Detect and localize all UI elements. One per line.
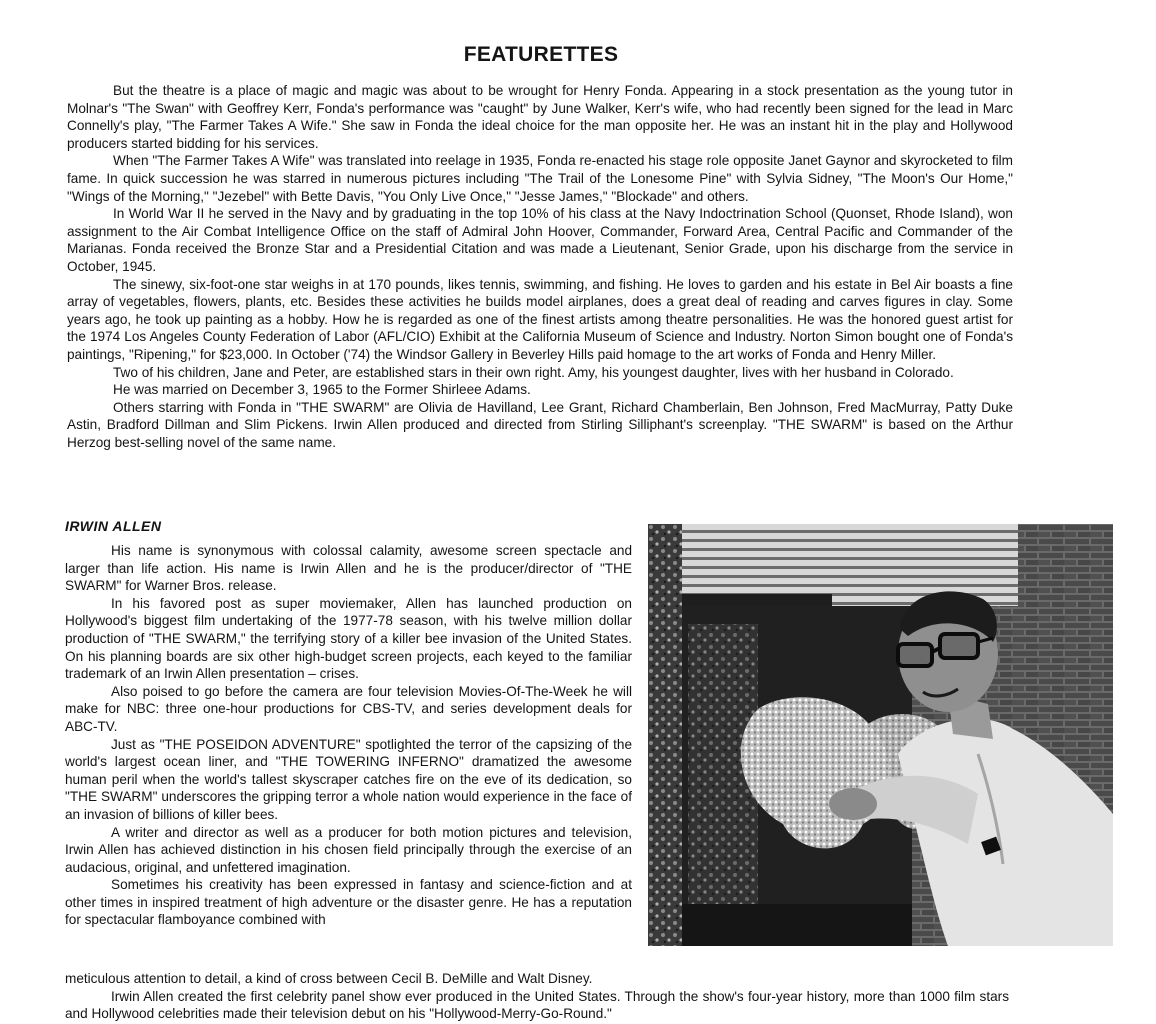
- allen-text-column: [65, 542, 632, 929]
- body-paragraph: In his favored post as super moviemaker, Allen has launched production on Hollywood's biggest film undertaking of the 1977-78 season, with his twelve million dollar production of "THE SWARM," the terrifying story of a killer bee invasion of the United States. On his planning boards are six other high-budget screen projects, each keyed to the familiar trademark of an Irwin Allen presentation – crises.: [65, 595, 632, 682]
- body-paragraph: Sometimes his creativity has been expressed in fantasy and science-fiction and at other times in inspired treatment of high adventure or the disaster genre. He has a reputation for spectacular flamboyance combined with: [65, 877, 632, 928]
- body-paragraph: Two of his children, Jane and Peter, are established stars in their own right. Amy, his youngest daughter, lives with her husband in Colorado.: [113, 364, 954, 380]
- section-heading: IRWIN ALLEN: [65, 518, 162, 534]
- photo-illustration: [648, 524, 1113, 946]
- body-paragraph: Others starring with Fonda in "THE SWARM" are Olivia de Havilland, Lee Grant, Richard Chamberlain, Ben Johnson, Fred MacMurray, Patty Duke Astin, Bradford Dillman and Slim Pickens. Irwin Allen produced and directed from Stirling Silliphant's screenplay. "THE SWARM" is based on the Arthur Herzog best-selling novel of the same name.: [67, 399, 1013, 450]
- body-paragraph: Also poised to go before the camera are four television Movies-Of-The-Week he will make for NBC: three one-hour productions for CBS-TV, and series development deals for ABC-TV.: [65, 683, 632, 734]
- allen-text-wide: [65, 970, 1009, 1023]
- body-paragraph: Just as "THE POSEIDON ADVENTURE" spotlighted the terror of the capsizing of the world's largest ocean liner, and "THE TOWERING INFERNO" dramatized the awesome human peril when the world's tallest skyscraper catches fire on the eve of its dedication, so "THE SWARM" underscores the gripping terror a whole nation would experience in the face of an invasion of billions of killer bees.: [65, 736, 632, 822]
- portrait-photo: [648, 524, 1113, 946]
- fonda-text-block: [67, 82, 1013, 451]
- body-paragraph: When "The Farmer Takes A Wife" was translated into reelage in 1935, Fonda re-enacted his stage role opposite Janet Gaynor and skyrocketed to film fame. In quick succession he was starred in numerous pictures including "The Trail of the Lonesome Pine" with Sylvia Sidney, "The Moon's Our Home," "Wings of the Morning," "Jezebel" with Bette Davis, "You Only Live Once," "Jesse James," "Blockade" and others.: [67, 153, 1013, 204]
- body-paragraph: Irwin Allen created the first celebrity panel show ever produced in the United States. Through the show's four-year history, more than 1000 film stars and Hollywood celebrities made their television debut on his "Hollywood-Merry-Go-Round.": [65, 988, 1009, 1022]
- body-paragraph: But the theatre is a place of magic and magic was about to be wrought for Henry Fonda. Appearing in a stock presentation as the young tutor in Molnar's "The Swan" with Geoffrey Kerr, Fonda's performance was "caught" by June Walker, Kerr's wife, who had recently been signed for the lead in Marc Connelly's play, "The Farmer Takes A Wife." She saw in Fonda the ideal choice for the man opposite her. He was an instant hit in the play and Hollywood producers started bidding for his services.: [67, 83, 1013, 151]
- body-paragraph: In World War II he served in the Navy and by graduating in the top 10% of his class at the Navy Indoctrination School (Quonset, Rhode Island), won assignment to the Air Combat Intelligence Office on the staff of Admiral John Hoover, Commander, Forward Area, Central Pacific and Commander of the Marianas. Fonda received the Bronze Star and a Presidential Citation and was made a Lieutenant, Senior Grade, upon his discharge from the service in October, 1945.: [67, 206, 1013, 274]
- page-title: FEATURETTES: [463, 43, 619, 66]
- body-paragraph: His name is synonymous with colossal calamity, awesome screen spectacle and larger than life action. His name is Irwin Allen and he is the producer/director of "THE SWARM" for Warner Bros. release.: [65, 543, 632, 594]
- body-paragraph: The sinewy, six-foot-one star weighs in at 170 pounds, likes tennis, swimming, and fishing. He loves to garden and his estate in Bel Air boasts a fine array of vegetables, flowers, plants, etc. Besides these activities he builds model airplanes, does a great deal of reading and carves figures in clay. Some years ago, he took up painting as a hobby. How he is regarded as one of the finest artists among theatre personalities. He was the honored guest artist for the 1974 Los Angeles County Federation of Labor (AFL/CIO) Exhibit at the California Museum of Science and Industry. Norton Simon bought one of Fonda's paintings, "Ripening," for $23,000. In October ('74) the Windsor Gallery in Beverley Hills paid homage to the art works of Fonda and Henry Miller.: [67, 276, 1013, 362]
- body-paragraph: A writer and director as well as a producer for both motion pictures and television, Irwin Allen has achieved distinction in his chosen field principally through the exercise of an audacious, original, and unfettered imagination.: [65, 824, 632, 875]
- body-paragraph: He was married on December 3, 1965 to the Former Shirleee Adams.: [113, 382, 531, 398]
- body-paragraph: meticulous attention to detail, a kind of cross between Cecil B. DeMille and Walt Disney.: [65, 971, 593, 986]
